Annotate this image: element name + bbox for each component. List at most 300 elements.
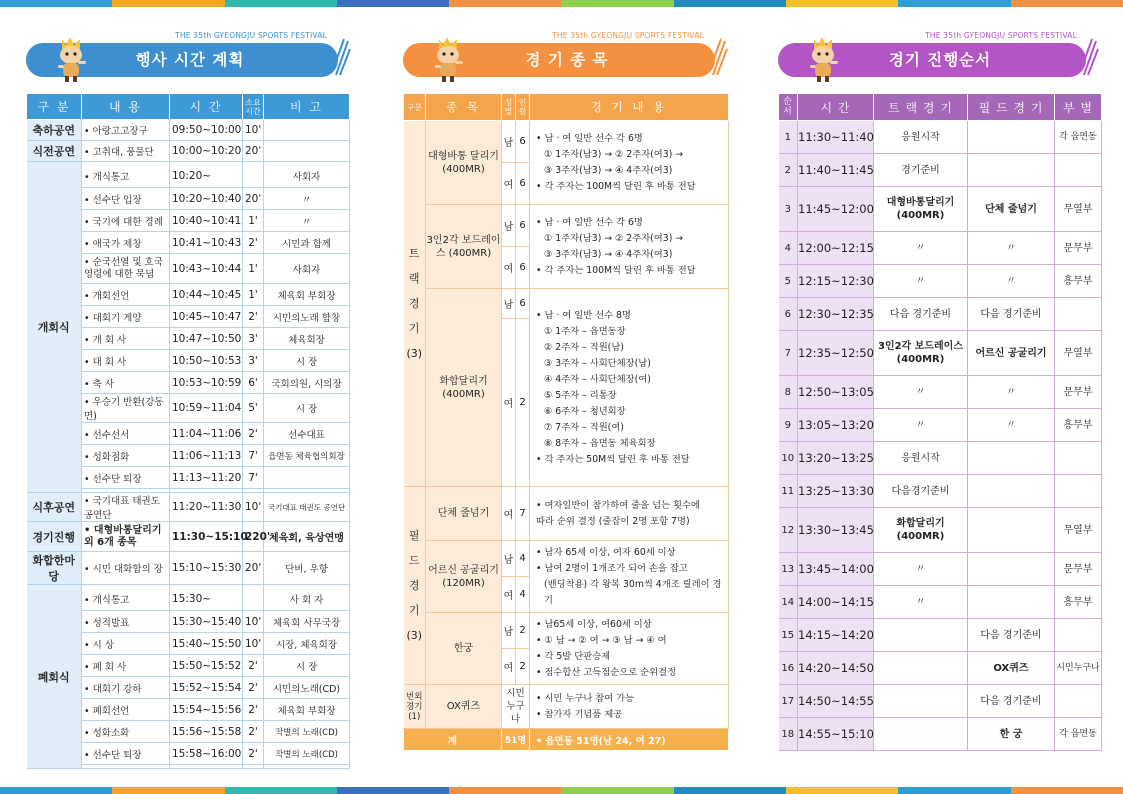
time-cell: 14:20~14:50 [798, 652, 874, 685]
event-description-cell [530, 205, 729, 289]
note-cell [264, 120, 350, 141]
note-cell: 선수대표 [264, 423, 350, 445]
item-cell: • 폐회선언 [82, 699, 170, 721]
field-group-label [404, 487, 426, 685]
column-header: 내 용 [82, 94, 170, 120]
group-label-char: 랙 [408, 272, 420, 285]
count-cell: 6 [516, 121, 530, 163]
description-line: • 남 · 여 일반 선수 각 6명 [536, 132, 643, 144]
count-cell: 7 [516, 487, 530, 541]
time-cell: 12:00~12:15 [798, 232, 874, 265]
item-cell: • 우승기 반환(강동면) [82, 394, 170, 423]
note-cell [264, 467, 350, 489]
festival-label: THE 35th GYEONGJU SPORTS FESTIVAL [925, 31, 1077, 40]
order-number-cell: 10 [779, 442, 798, 475]
count-cell: 4 [516, 577, 530, 613]
order-row [779, 376, 1102, 409]
description-line: ② 2주자 – 직원(남) [544, 341, 624, 353]
note-cell: 시 장 [264, 350, 350, 372]
description-line: • 참가자 기념품 제공 [536, 708, 623, 720]
order-number-cell: 7 [779, 331, 798, 376]
item-cell: • 고취대, 풍물단 [82, 141, 170, 162]
group-label-char: (3) [406, 629, 423, 642]
division-cell: 흥무부 [1055, 586, 1102, 619]
column-header: 필 드 경 기 [968, 94, 1055, 121]
duration-cell: 20' [243, 141, 264, 162]
category-cell: 개회식 [27, 162, 82, 493]
count-cell: 6 [516, 205, 530, 247]
time-cell: 15:50~15:52 [170, 655, 243, 677]
duration-cell: 6' [243, 372, 264, 394]
description-line: • 남 · 여 일반 선수 각 6명 [536, 216, 643, 228]
field-event-cell [968, 508, 1055, 553]
stripe-segment [225, 0, 337, 7]
order-row [779, 685, 1102, 718]
duration-cell: 7' [243, 467, 264, 489]
time-cell: 11:40~11:45 [798, 154, 874, 187]
order-row [779, 409, 1102, 442]
field-event-cell [968, 475, 1055, 508]
order-row [779, 331, 1102, 376]
track-event-cell: 〃 [874, 586, 968, 619]
duration-cell: 10' [243, 493, 264, 522]
note-cell: 체육회 부회장 [264, 284, 350, 306]
stripe-segment [112, 0, 224, 7]
gender-cell: 남 [502, 541, 516, 577]
time-cell: 14:00~14:15 [798, 586, 874, 619]
time-cell: 14:50~14:55 [798, 685, 874, 718]
duration-cell: 1' [243, 210, 264, 232]
track-event-cell: 3인2각 보드레이스 (400MR) [874, 331, 968, 376]
panel-title: 행사 시간 계획 [135, 51, 245, 69]
order-row [779, 232, 1102, 265]
order-row [779, 187, 1102, 232]
item-cell: • 선수단 입장 [82, 188, 170, 210]
note-cell [264, 141, 350, 162]
time-cell: 14:55~15:10 [798, 718, 874, 751]
column-header: 인원 [516, 94, 530, 121]
duration-cell: 2' [243, 232, 264, 254]
track-event-cell [874, 652, 968, 685]
duration-cell [243, 589, 264, 611]
order-row [779, 298, 1102, 331]
time-cell: 11:04~11:06 [170, 423, 243, 445]
division-cell [1055, 475, 1102, 508]
duration-cell: 2' [243, 423, 264, 445]
duration-cell: 10' [243, 611, 264, 633]
mascot-icon [427, 35, 471, 83]
duration-cell: 2' [243, 306, 264, 328]
panel-title-banner [778, 43, 1086, 77]
time-cell: 10:20~ [170, 166, 243, 188]
track-event-cell: 다음경기준비 [874, 475, 968, 508]
description-line: • 각 주자는 100M씩 달린 후 바통 전달 [536, 264, 696, 276]
track-event-cell: 대형바통달리기 (400MR) [874, 187, 968, 232]
event-row [404, 289, 729, 319]
stripe-segment [898, 0, 1010, 7]
order-number-cell: 13 [779, 553, 798, 586]
gender-cell: 여 [502, 163, 516, 205]
field-event-cell [968, 442, 1055, 475]
note-cell: 사 회 자 [264, 589, 350, 611]
total-description: • 읍면동 51명(남 24, 여 27) [530, 729, 729, 751]
column-header: 구 분 [27, 94, 82, 120]
column-header: 비 고 [264, 94, 350, 120]
field-event-cell: 다음 경기준비 [968, 298, 1055, 331]
note-cell: 시민의노래(CD) [264, 677, 350, 699]
field-event-cell: OX퀴즈 [968, 652, 1055, 685]
field-event-cell: 〃 [968, 232, 1055, 265]
group-label-char: 경 [408, 579, 420, 592]
field-event-cell [968, 121, 1055, 154]
description-line: • 시민 누구나 참여 가능 [536, 692, 635, 704]
division-cell: 무열부 [1055, 187, 1102, 232]
item-cell: • 축 사 [82, 372, 170, 394]
gender-cell: 남 [502, 121, 516, 163]
note-cell: 〃 [264, 210, 350, 232]
panel-title-banner [26, 43, 338, 77]
event-description-cell [530, 541, 729, 613]
division-cell: 문무부 [1055, 553, 1102, 586]
duration-cell: 10' [243, 120, 264, 141]
description-line: ① 1주자 – 읍면동장 [544, 325, 626, 337]
bottom-color-stripe [0, 787, 1123, 794]
description-line: ⑤ 5주자 – 리통장 [544, 389, 617, 401]
count-cell: 6 [516, 163, 530, 205]
duration-cell: 2' [243, 699, 264, 721]
gender-cell: 남 [502, 613, 516, 649]
division-cell [1055, 619, 1102, 652]
order-number-cell: 11 [779, 475, 798, 508]
group-label-char: 경 [408, 297, 420, 310]
spacer-cell [82, 765, 170, 769]
group-label-char: 기 [408, 322, 420, 335]
event-row [404, 487, 729, 541]
description-line: ③ 3주자(남3) → ④ 4주자(여3) [544, 248, 673, 260]
column-header: 순서 [779, 94, 798, 121]
item-cell: • 성화소화 [82, 721, 170, 743]
column-header: 종 목 [426, 94, 502, 121]
division-cell [1055, 154, 1102, 187]
stripe-segment [674, 787, 786, 794]
time-cell: 14:15~14:20 [798, 619, 874, 652]
time-cell: 10:53~10:59 [170, 372, 243, 394]
event-name-cell: 어르신 공굴리기 (120MR) [426, 541, 502, 613]
order-row [779, 718, 1102, 751]
time-cell: 11:13~11:20 [170, 467, 243, 489]
item-cell: • 개식통고 [82, 166, 170, 188]
note-cell: 국회의원, 시의장 [264, 372, 350, 394]
duration-cell: 1' [243, 254, 264, 284]
schedule-row [27, 493, 350, 522]
order-row [779, 121, 1102, 154]
division-cell: 흥무부 [1055, 409, 1102, 442]
order-number-cell: 14 [779, 586, 798, 619]
track-event-cell [874, 718, 968, 751]
event-name-cell: 3인2각 보드레이스 (400MR) [426, 205, 502, 289]
order-row [779, 508, 1102, 553]
burst-decoration-icon [709, 37, 729, 77]
note-cell: 사회자 [264, 166, 350, 188]
time-cell: 11:20~11:30 [170, 493, 243, 522]
track-event-cell [874, 619, 968, 652]
column-header: 트 랙 경 기 [874, 94, 968, 121]
time-cell: 10:50~10:53 [170, 350, 243, 372]
division-cell: 문무부 [1055, 376, 1102, 409]
schedule-row [27, 552, 350, 585]
time-cell: 15:30~ [170, 589, 243, 611]
stripe-segment [449, 0, 561, 7]
division-cell: 시민누구나 [1055, 652, 1102, 685]
duration-cell: 1' [243, 284, 264, 306]
duration-cell: 220' [243, 522, 264, 552]
event-schedule-panel [26, 30, 351, 761]
time-cell: 10:43~10:44 [170, 254, 243, 284]
field-event-cell: 한 궁 [968, 718, 1055, 751]
time-cell: 11:45~12:00 [798, 187, 874, 232]
events-panel [403, 30, 728, 747]
category-cell: 식후공연 [27, 493, 82, 522]
description-line: ③ 3주자(남3) → ④ 4주자(여3) [544, 164, 673, 176]
duration-cell: 2' [243, 743, 264, 765]
field-event-cell: 다음 경기준비 [968, 619, 1055, 652]
track-event-cell: 다음 경기준비 [874, 298, 968, 331]
note-cell: 시민과 함께 [264, 232, 350, 254]
track-event-cell: 〃 [874, 376, 968, 409]
gender-cell: 남 [502, 289, 516, 319]
order-number-cell: 6 [779, 298, 798, 331]
division-cell: 무열부 [1055, 508, 1102, 553]
time-cell: 13:25~13:30 [798, 475, 874, 508]
event-row [404, 685, 729, 729]
event-description-cell [530, 121, 729, 205]
panel-title-banner [403, 43, 715, 77]
track-event-cell: 응원시작 [874, 121, 968, 154]
schedule-row [27, 522, 350, 552]
track-event-cell [874, 685, 968, 718]
group-label-char: (3) [406, 347, 423, 360]
order-number-cell: 8 [779, 376, 798, 409]
description-line: • 남자 65세 이상, 여자 60세 이상 [536, 546, 676, 558]
column-header: 시 간 [170, 94, 243, 120]
gender-cell: 여 [502, 247, 516, 289]
time-cell: 15:54~15:56 [170, 699, 243, 721]
event-row [404, 541, 729, 577]
order-row [779, 553, 1102, 586]
item-cell: • 폐 회 사 [82, 655, 170, 677]
column-header: 부 별 [1055, 94, 1102, 121]
item-cell: • 성적발표 [82, 611, 170, 633]
note-cell: 읍면동 체육협의회장 [264, 445, 350, 467]
category-cell: 경기진행 [27, 522, 82, 552]
column-header: 경 기 내 용 [530, 94, 729, 121]
duration-cell: 2' [243, 655, 264, 677]
field-event-cell [968, 586, 1055, 619]
event-schedule-table [26, 93, 350, 769]
description-line: ⑦ 7주자 – 직원(여) [544, 421, 624, 433]
duration-cell: 3' [243, 350, 264, 372]
stripe-segment [1011, 0, 1123, 7]
note-cell: 체육회 사무국장 [264, 611, 350, 633]
time-cell: 10:59~11:04 [170, 394, 243, 423]
time-cell: 10:40~10:41 [170, 210, 243, 232]
note-cell: 체육회 부회장 [264, 699, 350, 721]
time-cell: 15:58~16:00 [170, 743, 243, 765]
item-cell: • 시 상 [82, 633, 170, 655]
description-line: • 각 주자는 100M씩 달린 후 바통 전달 [536, 180, 696, 192]
item-cell: • 애국가 제창 [82, 232, 170, 254]
stripe-segment [561, 0, 673, 7]
division-cell: 문무부 [1055, 232, 1102, 265]
order-row [779, 586, 1102, 619]
count-cell: 4 [516, 541, 530, 577]
group-label-char: 트 [408, 247, 420, 260]
schedule-row [27, 141, 350, 162]
burst-decoration-icon [332, 37, 352, 77]
gender-cell: 여 [502, 487, 516, 541]
event-name-cell: 한궁 [426, 613, 502, 685]
time-cell: 12:30~12:35 [798, 298, 874, 331]
field-event-cell: 단체 줄넘기 [968, 187, 1055, 232]
description-line: ① 1주자(남3) → ② 2주자(여3) → [544, 148, 684, 160]
item-cell: • 선수선서 [82, 423, 170, 445]
division-cell: 각 읍면동 [1055, 718, 1102, 751]
stripe-segment [337, 787, 449, 794]
gender-cell: 여 [502, 577, 516, 613]
group-label-char: 기 [408, 604, 420, 617]
note-cell: 〃 [264, 188, 350, 210]
event-name-cell: 대형바통 달리기 (400MR) [426, 121, 502, 205]
item-cell: • 대회기 강하 [82, 677, 170, 699]
track-event-cell: 〃 [874, 409, 968, 442]
time-cell: 12:35~12:50 [798, 331, 874, 376]
note-cell: 시민의노래 합창 [264, 306, 350, 328]
time-cell: 10:45~10:47 [170, 306, 243, 328]
stripe-segment [337, 0, 449, 7]
track-event-cell: 경기준비 [874, 154, 968, 187]
time-cell: 15:52~15:54 [170, 677, 243, 699]
track-event-cell: 〃 [874, 553, 968, 586]
category-cell: 식전공연 [27, 141, 82, 162]
time-cell: 15:40~15:50 [170, 633, 243, 655]
time-cell: 09:50~10:00 [170, 120, 243, 141]
stripe-segment [786, 787, 898, 794]
total-row [404, 729, 729, 751]
item-cell: • 국기대표 태권도 공연단 [82, 493, 170, 522]
note-cell: 시 장 [264, 655, 350, 677]
note-cell: 시 장 [264, 394, 350, 423]
time-cell: 12:50~13:05 [798, 376, 874, 409]
description-line: ④ 4주자 – 사회단체장(여) [544, 373, 651, 385]
description-line: ⑥ 6주자 – 청년회장 [544, 405, 626, 417]
order-number-cell: 17 [779, 685, 798, 718]
duration-cell: 20' [243, 552, 264, 585]
order-number-cell: 18 [779, 718, 798, 751]
mascot-icon [802, 35, 846, 83]
time-cell: 10:44~10:45 [170, 284, 243, 306]
division-cell: 각 읍면동 [1055, 121, 1102, 154]
field-event-cell [968, 154, 1055, 187]
time-cell: 10:20~10:40 [170, 188, 243, 210]
stripe-segment [1011, 787, 1123, 794]
field-event-cell: 〃 [968, 376, 1055, 409]
events-table [403, 93, 729, 751]
spacer-cell [264, 765, 350, 769]
extra-group-label: 번외 경기 (1) [404, 685, 426, 729]
order-row [779, 475, 1102, 508]
order-number-cell: 4 [779, 232, 798, 265]
festival-label: THE 35th GYEONGJU SPORTS FESTIVAL [175, 31, 327, 40]
gender-cell: 남 [502, 205, 516, 247]
column-header: 시 간 [798, 94, 874, 121]
description-line: • ① 남 → ② 여 → ③ 남 → ④ 여 [536, 634, 667, 646]
description-line: (밴딩착용) 각 왕복 30m씩 4개조 릴레이 경기 [544, 578, 722, 606]
burst-decoration-icon [1080, 37, 1100, 77]
order-number-cell: 5 [779, 265, 798, 298]
time-cell: 10:00~10:20 [170, 141, 243, 162]
event-row [404, 613, 729, 649]
event-description-cell [530, 289, 729, 487]
time-cell: 11:06~11:13 [170, 445, 243, 467]
note-cell: 체육회장 [264, 328, 350, 350]
gender-cell: 여 [502, 319, 516, 487]
panel-title: 경기 진행순서 [888, 51, 992, 69]
item-cell: • 대형바통달리기 외 6개 종목 [82, 522, 170, 552]
item-cell: • 개회선언 [82, 284, 170, 306]
time-cell: 11:30~15:10 [170, 522, 243, 552]
order-number-cell: 15 [779, 619, 798, 652]
order-row [779, 619, 1102, 652]
top-color-stripe [0, 0, 1123, 7]
event-description-cell [530, 487, 729, 541]
time-cell: 13:05~13:20 [798, 409, 874, 442]
stripe-segment [449, 787, 561, 794]
category-cell: 축하공연 [27, 120, 82, 141]
duration-cell [243, 166, 264, 188]
time-cell: 15:10~15:30 [170, 552, 243, 585]
event-name-cell: 화합달리기 (400MR) [426, 289, 502, 487]
game-order-table [778, 93, 1102, 751]
item-cell: • 선수단 퇴장 [82, 467, 170, 489]
order-row [779, 265, 1102, 298]
panel-title: 경 기 종 목 [525, 51, 609, 69]
field-event-cell: 〃 [968, 265, 1055, 298]
division-cell: 무열부 [1055, 331, 1102, 376]
total-count: 51명 [502, 729, 530, 751]
description-line: • 남65세 이상, 여60세 이상 [536, 618, 652, 630]
count-cell: 2 [516, 649, 530, 685]
schedule-row [27, 120, 350, 141]
stripe-segment [674, 0, 786, 7]
category-cell: 폐회식 [27, 585, 82, 769]
item-cell: • 개식통고 [82, 589, 170, 611]
column-header: 구분 [404, 94, 426, 121]
track-event-cell: 〃 [874, 232, 968, 265]
time-cell: 13:20~13:25 [798, 442, 874, 475]
duration-cell: 7' [243, 445, 264, 467]
order-number-cell: 1 [779, 121, 798, 154]
note-cell: 체육회, 육상연맹 [264, 522, 350, 552]
duration-cell: 3' [243, 328, 264, 350]
order-number-cell: 9 [779, 409, 798, 442]
track-event-cell: 〃 [874, 265, 968, 298]
order-number-cell: 12 [779, 508, 798, 553]
description-line: • 남여 2명이 1개조가 되어 손을 잡고 [536, 562, 688, 574]
item-cell: • 대회기 게양 [82, 306, 170, 328]
total-label: 계 [404, 729, 502, 751]
order-row [779, 652, 1102, 685]
track-event-cell: 화합달리기 (400MR) [874, 508, 968, 553]
